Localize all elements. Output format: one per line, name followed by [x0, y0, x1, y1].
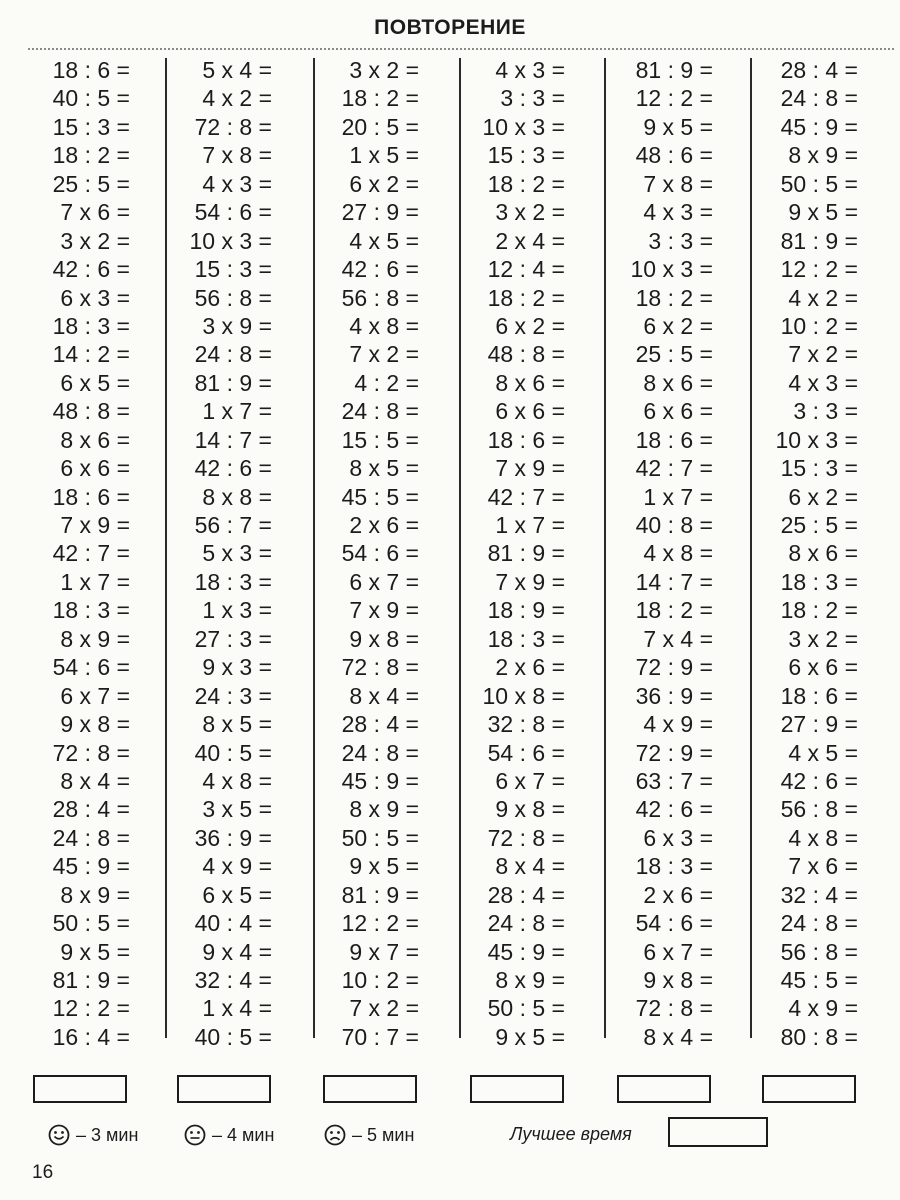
- exercise-item: 4 x 9 =: [643, 711, 713, 738]
- exercise-item: 4 x 9 =: [788, 995, 858, 1022]
- column-divider: [313, 58, 315, 1038]
- exercise-item: 6 x 5 =: [202, 881, 272, 908]
- exercise-item: 18 : 2 =: [780, 597, 858, 624]
- exercise-item: 18 : 3 =: [52, 312, 130, 339]
- exercise-item: 6 x 7 =: [495, 767, 565, 794]
- exercise-item: 42 : 7 =: [52, 540, 130, 567]
- exercise-item: 8 x 6 =: [788, 540, 858, 567]
- exercise-item: 12 : 2 =: [780, 256, 858, 283]
- exercise-item: 4 x 9 =: [202, 853, 272, 880]
- exercise-item: 9 x 5 =: [788, 199, 858, 226]
- exercise-item: 18 : 3 =: [487, 625, 565, 652]
- exercise-item: 40 : 5 =: [194, 1023, 272, 1050]
- exercise-item: 3 : 3 =: [648, 227, 713, 254]
- exercise-item: 45 : 9 =: [52, 853, 130, 880]
- exercise-item: 4 x 2 =: [202, 85, 272, 112]
- exercise-item: 25 : 5 =: [635, 341, 713, 368]
- exercise-item: 3 x 5 =: [202, 796, 272, 823]
- exercise-item: 4 x 2 =: [788, 284, 858, 311]
- exercise-item: 15 : 3 =: [780, 455, 858, 482]
- exercise-item: 72 : 8 =: [487, 824, 565, 851]
- exercise-item: 54 : 6 =: [341, 540, 419, 567]
- exercise-item: 8 x 6 =: [643, 369, 713, 396]
- exercise-item: 18 : 2 =: [487, 284, 565, 311]
- exercise-item: 27 : 9 =: [780, 711, 858, 738]
- exercise-item: 3 x 2 =: [788, 625, 858, 652]
- exercise-item: 3 x 9 =: [202, 312, 272, 339]
- exercise-item: 24 : 8 =: [487, 910, 565, 937]
- time-box-6[interactable]: [762, 1075, 856, 1103]
- exercise-item: 4 x 8 =: [643, 540, 713, 567]
- legend-neutral: [184, 1120, 274, 1150]
- exercise-item: 15 : 3 =: [52, 113, 130, 140]
- exercise-item: 1 x 7 =: [202, 398, 272, 425]
- exercise-item: 24 : 8 =: [780, 910, 858, 937]
- exercise-item: 14 : 2 =: [52, 341, 130, 368]
- legend-sad: [324, 1120, 414, 1150]
- exercise-item: 1 x 5 =: [349, 142, 419, 169]
- exercise-item: 3 : 3 =: [500, 85, 565, 112]
- exercise-item: 28 : 4 =: [780, 57, 858, 83]
- exercise-item: 40 : 8 =: [635, 512, 713, 538]
- exercise-item: 6 x 2 =: [349, 170, 419, 197]
- exercise-item: 27 : 9 =: [341, 199, 419, 226]
- exercise-item: 18 : 9 =: [487, 597, 565, 624]
- exercise-item: 6 x 6 =: [495, 398, 565, 425]
- exercise-column-2: [142, 56, 282, 1051]
- exercise-item: 24 : 8 =: [194, 341, 272, 368]
- exercise-item: 6 x 7 =: [60, 682, 130, 709]
- exercise-item: 6 x 3 =: [643, 824, 713, 851]
- exercise-item: 7 x 9 =: [495, 455, 565, 482]
- exercise-item: 4 x 5 =: [788, 739, 858, 766]
- exercise-item: 15 : 3 =: [487, 142, 565, 169]
- exercise-item: 18 : 6 =: [52, 483, 130, 510]
- exercise-column-1: [0, 56, 140, 1051]
- exercise-item: 4 x 8 =: [349, 312, 419, 339]
- exercise-item: 1 x 7 =: [495, 512, 565, 538]
- exercise-item: 7 x 2 =: [788, 341, 858, 368]
- exercise-item: 6 x 6 =: [60, 455, 130, 482]
- legend-sad-label: – 5 мин: [352, 1124, 415, 1145]
- exercise-item: 10 : 2 =: [780, 312, 858, 339]
- exercise-item: 24 : 3 =: [194, 682, 272, 709]
- exercise-item: 7 x 9 =: [495, 568, 565, 595]
- exercise-item: 42 : 6 =: [194, 455, 272, 482]
- exercise-item: 72 : 8 =: [52, 739, 130, 766]
- exercise-item: 8 x 9 =: [495, 967, 565, 993]
- exercise-item: 2 x 6 =: [495, 654, 565, 681]
- exercise-item: 7 x 6 =: [60, 199, 130, 226]
- exercise-item: 9 x 8 =: [60, 711, 130, 738]
- time-box-5[interactable]: [617, 1075, 711, 1103]
- exercise-item: 18 : 2 =: [635, 597, 713, 624]
- exercise-item: 1 x 7 =: [643, 483, 713, 510]
- column-divider: [750, 58, 752, 1038]
- exercise-item: 10 x 3 =: [775, 426, 858, 453]
- exercise-item: 7 x 8 =: [202, 142, 272, 169]
- exercise-item: 12 : 2 =: [635, 85, 713, 112]
- exercise-item: 12 : 2 =: [341, 910, 419, 937]
- exercise-item: 24 : 8 =: [52, 824, 130, 851]
- exercise-item: 4 x 5 =: [349, 227, 419, 254]
- exercise-item: 63 : 7 =: [635, 767, 713, 794]
- exercise-item: 50 : 5 =: [341, 824, 419, 851]
- exercise-item: 81 : 9 =: [194, 369, 272, 396]
- happy-face-icon: [48, 1124, 70, 1146]
- exercise-item: 42 : 6 =: [780, 767, 858, 794]
- exercise-item: 24 : 8 =: [341, 739, 419, 766]
- exercise-item: 25 : 5 =: [52, 170, 130, 197]
- exercise-item: 48 : 8 =: [52, 398, 130, 425]
- exercise-item: 36 : 9 =: [635, 682, 713, 709]
- exercise-item: 45 : 9 =: [487, 938, 565, 965]
- exercise-item: 18 : 2 =: [487, 170, 565, 197]
- exercise-item: 18 : 6 =: [52, 57, 130, 83]
- exercise-item: 50 : 5 =: [52, 910, 130, 937]
- exercise-item: 25 : 5 =: [780, 512, 858, 538]
- exercise-item: 9 x 5 =: [60, 938, 130, 965]
- exercise-item: 42 : 6 =: [635, 796, 713, 823]
- exercise-item: 9 x 5 =: [349, 853, 419, 880]
- exercise-item: 42 : 7 =: [487, 483, 565, 510]
- exercise-item: 56 : 8 =: [194, 284, 272, 311]
- exercise-item: 8 x 9 =: [788, 142, 858, 169]
- exercise-item: 1 x 4 =: [202, 995, 272, 1022]
- dotted-divider: [28, 48, 894, 50]
- page-title: [0, 16, 900, 40]
- exercise-item: 45 : 9 =: [780, 113, 858, 140]
- exercise-item: 18 : 3 =: [52, 597, 130, 624]
- exercise-item: 8 x 9 =: [60, 625, 130, 652]
- exercise-item: 18 : 2 =: [52, 142, 130, 169]
- exercise-item: 4 x 3 =: [788, 369, 858, 396]
- time-box-2[interactable]: [177, 1075, 271, 1103]
- exercise-item: 10 x 3 =: [482, 113, 565, 140]
- exercise-item: 72 : 9 =: [635, 739, 713, 766]
- exercise-item: 3 x 2 =: [495, 199, 565, 226]
- exercise-item: 2 x 6 =: [349, 512, 419, 538]
- exercise-item: 6 x 6 =: [788, 654, 858, 681]
- exercise-item: 7 x 9 =: [60, 512, 130, 538]
- exercise-item: 42 : 6 =: [341, 256, 419, 283]
- exercise-item: 8 x 6 =: [495, 369, 565, 396]
- legend-neutral-label: – 4 мин: [212, 1124, 275, 1145]
- exercise-item: 3 x 2 =: [60, 227, 130, 254]
- exercise-item: 9 x 5 =: [495, 1023, 565, 1050]
- exercise-item: 7 x 2 =: [349, 341, 419, 368]
- exercise-item: 16 : 4 =: [52, 1023, 130, 1050]
- exercise-item: 8 x 4 =: [60, 767, 130, 794]
- exercise-item: 40 : 4 =: [194, 910, 272, 937]
- column-divider: [165, 58, 167, 1038]
- exercise-item: 6 x 3 =: [60, 284, 130, 311]
- exercise-item: 9 x 5 =: [643, 113, 713, 140]
- exercise-item: 42 : 6 =: [52, 256, 130, 283]
- exercise-item: 45 : 5 =: [780, 967, 858, 993]
- exercise-item: 7 x 6 =: [788, 853, 858, 880]
- exercise-item: 54 : 6 =: [194, 199, 272, 226]
- time-box-1[interactable]: [33, 1075, 127, 1103]
- exercise-item: 56 : 7 =: [194, 512, 272, 538]
- column-divider: [604, 58, 606, 1038]
- exercise-item: 10 x 8 =: [482, 682, 565, 709]
- exercise-item: 10 x 3 =: [189, 227, 272, 254]
- exercise-item: 6 x 2 =: [495, 312, 565, 339]
- exercise-item: 18 : 2 =: [341, 85, 419, 112]
- exercise-item: 50 : 5 =: [487, 995, 565, 1022]
- exercise-item: 72 : 8 =: [635, 995, 713, 1022]
- sad-face-icon: [324, 1124, 346, 1146]
- exercise-item: 18 : 6 =: [635, 426, 713, 453]
- exercise-item: 48 : 8 =: [487, 341, 565, 368]
- neutral-face-icon: [184, 1124, 206, 1146]
- exercise-item: 20 : 5 =: [341, 113, 419, 140]
- exercise-item: 81 : 9 =: [487, 540, 565, 567]
- exercise-item: 2 x 4 =: [495, 227, 565, 254]
- legend-happy: [48, 1120, 138, 1150]
- exercise-item: 8 x 5 =: [349, 455, 419, 482]
- exercise-item: 6 x 2 =: [788, 483, 858, 510]
- exercise-item: 72 : 8 =: [194, 113, 272, 140]
- exercise-item: 7 x 9 =: [349, 597, 419, 624]
- exercise-item: 4 x 3 =: [495, 57, 565, 83]
- exercise-item: 6 x 7 =: [643, 938, 713, 965]
- exercise-column-4: [435, 56, 575, 1051]
- exercise-item: 70 : 7 =: [341, 1023, 419, 1050]
- exercise-item: 81 : 9 =: [341, 881, 419, 908]
- exercise-item: 15 : 3 =: [194, 256, 272, 283]
- page-number: 16: [32, 1162, 54, 1183]
- exercise-item: 28 : 4 =: [341, 711, 419, 738]
- exercise-item: 54 : 6 =: [52, 654, 130, 681]
- exercise-item: 56 : 8 =: [780, 938, 858, 965]
- exercise-item: 4 x 8 =: [202, 767, 272, 794]
- exercise-item: 81 : 9 =: [635, 57, 713, 83]
- exercise-item: 10 x 3 =: [630, 256, 713, 283]
- exercise-item: 12 : 4 =: [487, 256, 565, 283]
- time-box-3[interactable]: [323, 1075, 417, 1103]
- exercise-item: 6 x 2 =: [643, 312, 713, 339]
- exercise-item: 7 x 4 =: [643, 625, 713, 652]
- exercise-item: 18 : 2 =: [635, 284, 713, 311]
- exercise-item: 1 x 3 =: [202, 597, 272, 624]
- exercise-item: 8 x 4 =: [495, 853, 565, 880]
- exercise-item: 14 : 7 =: [635, 568, 713, 595]
- exercise-item: 8 x 9 =: [60, 881, 130, 908]
- exercise-item: 18 : 6 =: [487, 426, 565, 453]
- exercise-item: 28 : 4 =: [52, 796, 130, 823]
- exercise-item: 9 x 3 =: [202, 654, 272, 681]
- exercise-item: 4 x 3 =: [202, 170, 272, 197]
- exercise-item: 7 x 2 =: [349, 995, 419, 1022]
- exercise-item: 9 x 7 =: [349, 938, 419, 965]
- exercise-item: 8 x 4 =: [349, 682, 419, 709]
- exercise-item: 9 x 4 =: [202, 938, 272, 965]
- exercise-item: 8 x 5 =: [202, 711, 272, 738]
- exercise-item: 28 : 4 =: [487, 881, 565, 908]
- exercise-item: 4 x 8 =: [788, 824, 858, 851]
- exercise-item: 18 : 3 =: [194, 568, 272, 595]
- exercise-column-3: [289, 56, 429, 1051]
- exercise-item: 42 : 7 =: [635, 455, 713, 482]
- exercise-item: 56 : 8 =: [341, 284, 419, 311]
- exercise-item: 10 : 2 =: [341, 967, 419, 993]
- column-divider: [459, 58, 461, 1038]
- exercise-item: 6 x 7 =: [349, 568, 419, 595]
- exercise-item: 45 : 5 =: [341, 483, 419, 510]
- exercise-item: 24 : 8 =: [341, 398, 419, 425]
- exercise-item: 8 x 8 =: [202, 483, 272, 510]
- exercise-item: 12 : 2 =: [52, 995, 130, 1022]
- exercise-item: 54 : 6 =: [635, 910, 713, 937]
- exercise-item: 27 : 3 =: [194, 625, 272, 652]
- exercise-item: 9 x 8 =: [643, 967, 713, 993]
- exercise-item: 8 x 6 =: [60, 426, 130, 453]
- exercise-item: 72 : 8 =: [341, 654, 419, 681]
- exercise-item: 40 : 5 =: [194, 739, 272, 766]
- exercise-item: 80 : 8 =: [780, 1023, 858, 1050]
- time-box-4[interactable]: [470, 1075, 564, 1103]
- exercise-item: 3 : 3 =: [793, 398, 858, 425]
- exercise-item: 6 x 5 =: [60, 369, 130, 396]
- best-time-label: Лучшее время: [510, 1124, 632, 1144]
- exercise-item: 18 : 3 =: [635, 853, 713, 880]
- exercise-item: 32 : 4 =: [780, 881, 858, 908]
- exercise-item: 18 : 3 =: [780, 568, 858, 595]
- page-title-text: ПОВТОРЕНИЕ: [368, 16, 532, 39]
- exercise-item: 3 x 2 =: [349, 57, 419, 83]
- exercise-item: 7 x 8 =: [643, 170, 713, 197]
- exercise-item: 1 x 7 =: [60, 568, 130, 595]
- legend-happy-label: – 3 мин: [76, 1124, 139, 1145]
- exercise-item: 14 : 7 =: [194, 426, 272, 453]
- exercise-item: 5 x 4 =: [202, 57, 272, 83]
- exercise-item: 5 x 3 =: [202, 540, 272, 567]
- exercise-item: 8 x 9 =: [349, 796, 419, 823]
- exercise-item: 8 x 4 =: [643, 1023, 713, 1050]
- exercise-item: 32 : 8 =: [487, 711, 565, 738]
- exercise-item: 72 : 9 =: [635, 654, 713, 681]
- exercise-item: 45 : 9 =: [341, 767, 419, 794]
- exercise-item: 40 : 5 =: [52, 85, 130, 112]
- exercise-item: 4 : 2 =: [354, 369, 419, 396]
- exercise-column-6: [728, 56, 868, 1051]
- exercise-item: 56 : 8 =: [780, 796, 858, 823]
- exercise-item: 81 : 9 =: [52, 967, 130, 993]
- exercise-item: 24 : 8 =: [780, 85, 858, 112]
- exercise-item: 50 : 5 =: [780, 170, 858, 197]
- exercise-item: 48 : 6 =: [635, 142, 713, 169]
- best-time-box[interactable]: [668, 1117, 768, 1147]
- exercise-item: 4 x 3 =: [643, 199, 713, 226]
- exercise-item: 6 x 6 =: [643, 398, 713, 425]
- exercise-item: 81 : 9 =: [780, 227, 858, 254]
- exercise-item: 36 : 9 =: [194, 824, 272, 851]
- exercise-item: 32 : 4 =: [194, 967, 272, 993]
- exercise-item: 15 : 5 =: [341, 426, 419, 453]
- exercise-item: 18 : 6 =: [780, 682, 858, 709]
- exercise-item: 9 x 8 =: [349, 625, 419, 652]
- exercise-item: 2 x 6 =: [643, 881, 713, 908]
- exercise-item: 9 x 8 =: [495, 796, 565, 823]
- exercise-item: 54 : 6 =: [487, 739, 565, 766]
